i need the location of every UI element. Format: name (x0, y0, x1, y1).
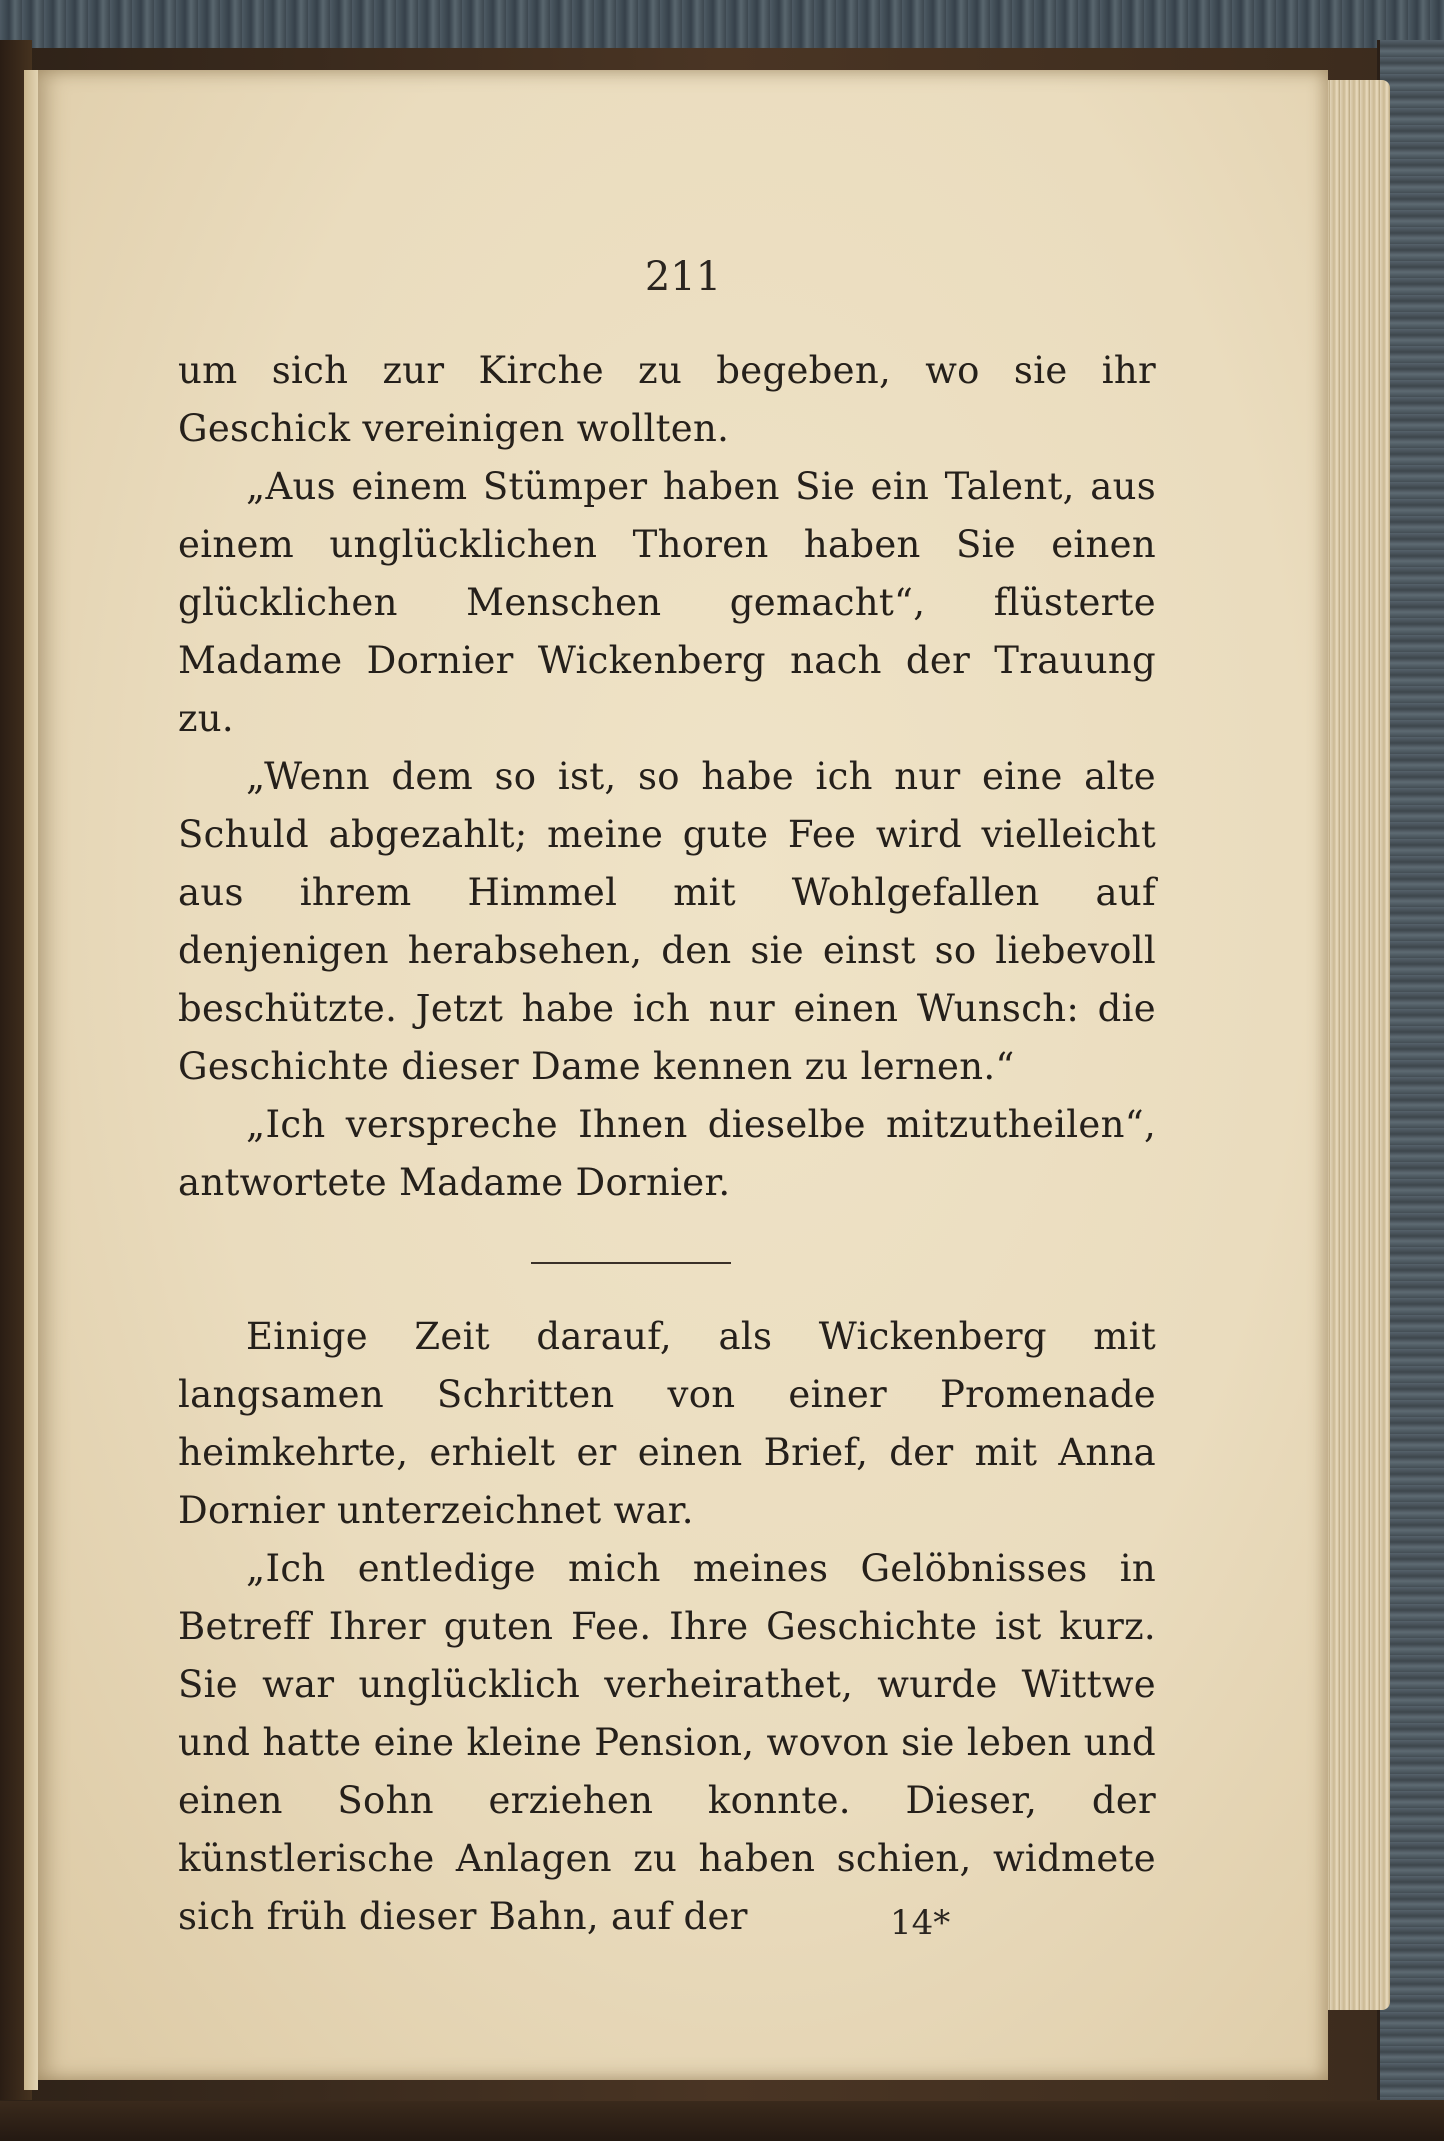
cover-bottom-edge (0, 2101, 1444, 2141)
paragraph-6: „Ich entledige mich meines Gelöbnisses in Betreff Ihrer guten Fee. Ihre Geschichte ist kurz. Sie war unglücklich verheirathet, wurde Wittwe und hatte eine kleine Pension, wovon sie leben und einen Sohn erziehen konnte. Dieser, der künstlerische Anlagen zu haben schien, widmete sich früh dieser Bahn, auf der (178, 1547, 1156, 1938)
cover-top-edge (0, 0, 1444, 48)
signature-mark: 14* (890, 1903, 951, 1943)
page-text (178, 342, 1156, 1946)
previous-page-edge (24, 70, 38, 2090)
paragraph-4: „Ich verspreche Ihnen dieselbe mitzutheilen“, antwortete Madame Dornier. (178, 1103, 1156, 1204)
paragraph-2: „Aus einem Stümper haben Sie ein Talent, aus einem unglücklichen Thoren haben Sie einen glücklichen Menschen gemacht“, flüsterte Madame Dornier Wickenberg nach der Trauung zu. (178, 465, 1156, 740)
paragraph-3: „Wenn dem so ist, so habe ich nur eine alte Schuld abgezahlt; meine gute Fee wird vielleicht aus ihrem Himmel mit Wohlgefallen auf denjenigen herabsehen, den sie einst so liebevoll beschützte. Jetzt habe ich nur einen Wunsch: die Geschichte dieser Dame kennen zu lernen.“ (178, 755, 1156, 1088)
section-divider (531, 1262, 731, 1264)
paragraph-1: um sich zur Kirche zu begeben, wo sie ihr Geschick vereinigen wollten. (178, 349, 1156, 450)
book-page (38, 70, 1328, 2080)
paragraph-5: Einige Zeit darauf, als Wickenberg mit langsamen Schritten von einer Promenade heimkehrte, erhielt er einen Brief, der mit Anna Dornier unterzeichnet war. (178, 1315, 1156, 1532)
page-number: 211 (644, 254, 722, 300)
